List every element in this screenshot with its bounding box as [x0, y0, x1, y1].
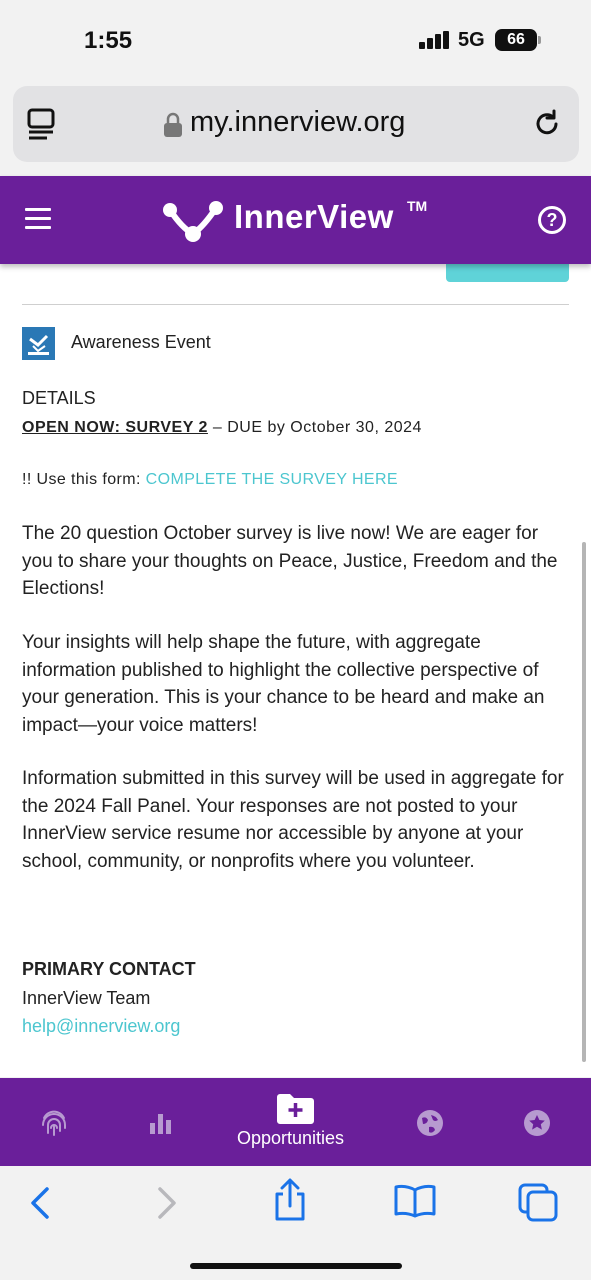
globe-icon[interactable]: [416, 1109, 444, 1137]
battery-icon: 66: [495, 29, 537, 51]
contact-email-link[interactable]: help@innerview.org: [22, 1016, 181, 1036]
event-type: Awareness Event: [71, 332, 211, 352]
folder-plus-icon[interactable]: [276, 1093, 315, 1124]
fingerprint-icon[interactable]: [40, 1108, 68, 1138]
brand-name: InnerView: [234, 198, 394, 235]
network-type: 5G: [458, 29, 485, 51]
event-detail: [0, 264, 591, 1077]
signal-strength-icon: [419, 31, 451, 49]
hamburger-menu-icon[interactable]: [25, 208, 51, 230]
star-badge-icon[interactable]: [523, 1109, 551, 1137]
help-icon[interactable]: ?: [538, 206, 566, 234]
reload-icon[interactable]: [531, 108, 563, 140]
complete-survey-link[interactable]: COMPLETE THE SURVEY HERE: [145, 471, 399, 488]
due-date: – DUE by October 30, 2024: [207, 419, 422, 436]
app-bottom-nav: [0, 1078, 591, 1166]
contact-name: InnerView Team: [22, 988, 151, 1008]
tabs-icon[interactable]: [517, 1182, 559, 1222]
innerview-logo-icon: [162, 198, 224, 244]
page-menu-icon[interactable]: [27, 108, 57, 140]
scrollbar[interactable]: [582, 542, 586, 1062]
lock-icon: [163, 112, 183, 138]
status-bar: [0, 0, 591, 80]
form-prefix: !! Use this form:: [22, 471, 146, 488]
address-bar[interactable]: [13, 86, 579, 162]
form-instruction: [22, 471, 398, 489]
url-text[interactable]: my.innerview.org: [190, 106, 406, 138]
back-icon[interactable]: [28, 1186, 52, 1220]
description-paragraph: Information submitted in this survey will be used in aggregate for the 2024 Fall Panel. Your responses are not posted to your InnerView service resume nor accessible by anyone at your school, community, or nonprofits where you volunteer.: [22, 768, 564, 872]
status-time: 1:55: [84, 27, 133, 54]
description-paragraph: The 20 question October survey is live now! We are eager for you to share your thoughts on Peace, Justice, Freedom and the Elections!: [22, 523, 558, 599]
app-header: [0, 176, 591, 264]
primary-contact-heading: PRIMARY CONTACT: [22, 959, 196, 979]
opportunities-tab-label[interactable]: Opportunities: [237, 1128, 345, 1148]
bar-chart-icon[interactable]: [149, 1111, 173, 1135]
browser-toolbar: [0, 1166, 591, 1280]
share-icon[interactable]: [272, 1178, 308, 1222]
awareness-event-icon: [22, 327, 55, 360]
description-paragraph: Your insights will help shape the future, with aggregate information published to highlight the collective perspective of your generation. This is your chance to be heard and make an impact—your voice matters!: [22, 632, 545, 736]
action-button[interactable]: [446, 264, 569, 282]
divider: [22, 304, 569, 305]
home-indicator: [190, 1263, 402, 1269]
open-now-label: OPEN NOW: SURVEY 2: [22, 419, 208, 436]
details-heading: DETAILS: [22, 388, 96, 408]
forward-icon[interactable]: [155, 1186, 179, 1220]
battery-tip: [538, 36, 541, 44]
trademark: TM: [407, 198, 428, 214]
bookmarks-icon[interactable]: [393, 1184, 437, 1218]
survey-status: [22, 419, 422, 437]
